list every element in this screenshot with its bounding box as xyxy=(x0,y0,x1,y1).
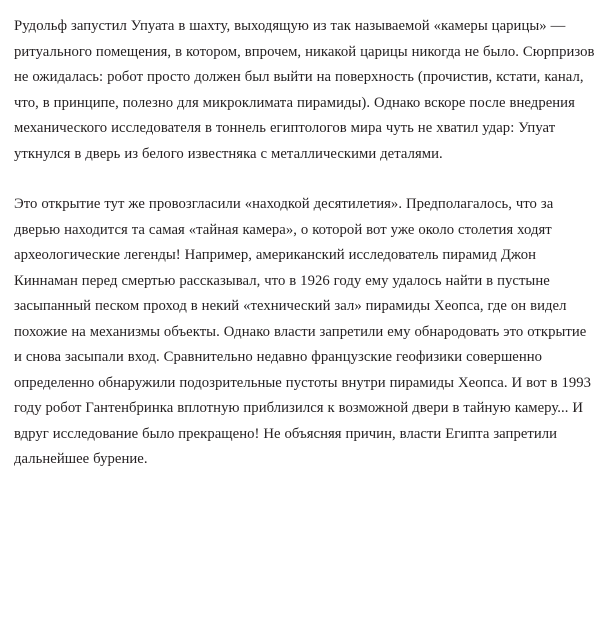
paragraph-2: Это открытие тут же провозгласили «находкой десятилетия». Предполагалось, что за дверью находится та самая «тайная камера», о которой вот уже около столетия ходят археологические легенды! Например, американский исследователь пирамид Джон Киннаман перед смертью рассказывал, что в 1926 году ему удалось найти в пустыне засыпанный песком проход в некий «технический зал» пирамиды Хеопса, где он видел похожие на механизмы объекты. Однако власти запретили ему обнародовать это открытие и снова засыпали вход. Сравнительно недавно французские геофизики совершенно определенно обнаружили подозрительные пустоты внутри пирамиды Хеопса. И вот в 1993 году робот Гантенбринка вплотную приблизился к возможной двери в тайную камеру... И вдруг исследование было прекращено! Не объясняя причин, власти Египта запретили дальнейшее бурение. xyxy=(14,196,592,467)
article-body xyxy=(14,14,596,473)
paragraph-1: Рудольф запустил Упуата в шахту, выходящую из так называемой «камеры царицы» — ритуального помещения, в котором, впрочем, никакой царицы никогда не было. Сюрпризов не ожидалась: робот просто должен был выйти на поверхность (прочистив, кстати, канал, что, в принципе, полезно для микроклимата пирамиды). Однако вскоре после внедрения механического исследователя в тоннель египтологов мира чуть не хватил удар: Упуат уткнулся в дверь из белого известняка с металлическими деталями. xyxy=(14,18,595,162)
